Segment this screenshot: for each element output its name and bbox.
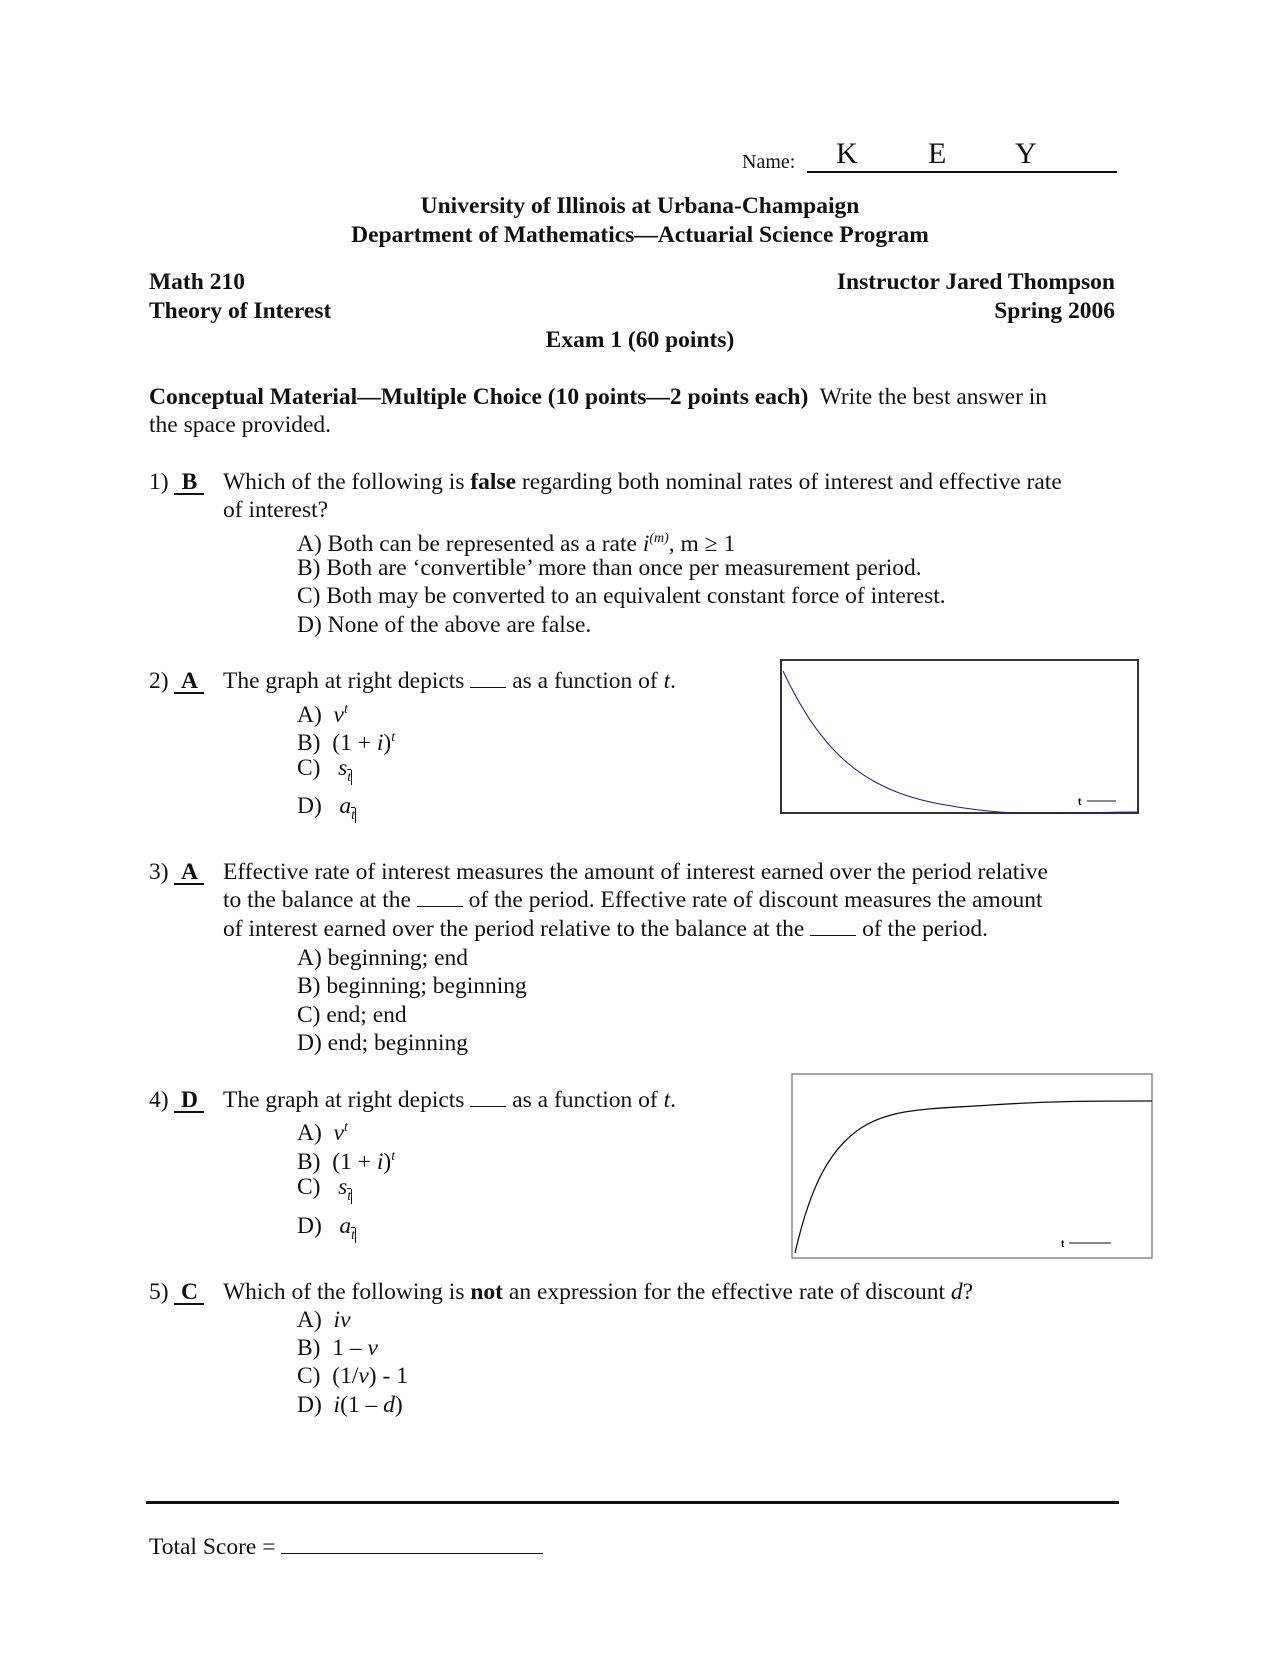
answer-3: A: [174, 861, 204, 885]
q4-option-a: A) $v^t$: [297, 1119, 348, 1146]
q1-option-c: C) Both may be converted to an equivalent constant force of interest.: [297, 583, 946, 609]
graph-decreasing: [780, 659, 1140, 815]
question-5-text: Which of the following is not an expression for the effective rate of discount d?: [223, 1279, 974, 1305]
answer-4: D: [174, 1089, 204, 1113]
answer-1: B: [174, 471, 204, 495]
graph-1-frame: [781, 660, 1138, 813]
q3-option-a: A) beginning; end: [297, 945, 468, 971]
q4-option-b: B) $(1 + i)^t$: [297, 1148, 396, 1175]
question-3-text-3: of interest earned over the period relative to the balance at the of the period.: [223, 916, 989, 942]
answer-2: A: [174, 670, 204, 694]
question-1-text: Which of the following is false regarding both nominal rates of interest and effective rate: [223, 469, 1062, 495]
exam-title: Exam 1 (60 points): [545, 327, 735, 353]
graph-increasing: [791, 1073, 1154, 1260]
question-1-text-2: of interest?: [223, 497, 329, 523]
q2-option-c: C) $s_{\overline{t}}$: [297, 755, 352, 785]
q5-option-a: A) iv: [297, 1307, 351, 1333]
question-2-text: The graph at right depicts as a function of t.: [223, 668, 677, 694]
question-3-text-1: Effective rate of interest measures the amount of interest earned over the period relative: [223, 859, 1048, 885]
q3-option-c: C) end; end: [297, 1002, 407, 1028]
graph-2-axis-label: t: [1061, 1239, 1065, 1250]
graph-1-axis-label: t: [1078, 797, 1082, 808]
total-score: Total Score =: [149, 1533, 543, 1561]
course-title: Theory of Interest: [149, 298, 332, 324]
q1-option-d: D) None of the above are false.: [297, 612, 592, 638]
q1-option-b: B) Both are ‘convertible’ more than once per measurement period.: [297, 555, 922, 581]
section-instructions-2: the space provided.: [149, 412, 332, 438]
name-label: Name:: [742, 151, 796, 173]
q5-option-c: C) (1/v) - 1: [297, 1363, 408, 1389]
q3-option-d: D) end; beginning: [297, 1030, 468, 1056]
course-number: Math 210: [149, 269, 245, 295]
name-value-e: E: [928, 137, 947, 170]
name-underline: [807, 171, 1117, 173]
university-title: University of Illinois at Urbana-Champaign: [420, 193, 860, 219]
q3-option-b: B) beginning; beginning: [297, 973, 527, 999]
q5-option-d: D) i(1 – d): [297, 1392, 403, 1418]
question-3-text-2: to the balance at the of the period. Effective rate of discount measures the amount: [223, 887, 1043, 913]
question-5-number: 5) C: [149, 1278, 204, 1306]
name-value-y: Y: [1015, 137, 1037, 170]
q2-option-a: A) $v^t$: [297, 701, 348, 728]
question-3-number: 3) A: [149, 858, 204, 886]
question-1-number: 1) B: [149, 468, 204, 496]
footer-rule: [146, 1501, 1119, 1504]
section-instructions: Write the best answer in: [819, 384, 1048, 410]
instructor: Instructor Jared Thompson: [836, 269, 1115, 295]
answer-5: C: [174, 1281, 204, 1305]
q2-option-b: B) $(1 + i)^t$: [297, 729, 396, 756]
q1-option-a: A) Both can be represented as a rate $i^{(m)}$, m ≥ 1: [297, 530, 736, 557]
question-2-number: 2) A: [149, 667, 204, 695]
q5-option-b: B) 1 – v: [297, 1335, 378, 1361]
department-title: Department of Mathematics—Actuarial Science Program: [351, 222, 929, 248]
section-title: Conceptual Material—Multiple Choice (10 points—2 points each): [149, 384, 809, 410]
term: Spring 2006: [994, 298, 1115, 324]
question-4-number: 4) D: [149, 1086, 204, 1114]
q4-option-c: C) $s_{\overline{t}}$: [297, 1174, 352, 1204]
section-heading: [149, 383, 1047, 411]
name-value-k: K: [836, 137, 858, 170]
question-4-text: The graph at right depicts as a function of t.: [223, 1087, 677, 1113]
q4-option-d: D) $a_{\overline{t}}$: [297, 1213, 356, 1243]
q2-option-d: D) $a_{\overline{t}}$: [297, 793, 356, 823]
